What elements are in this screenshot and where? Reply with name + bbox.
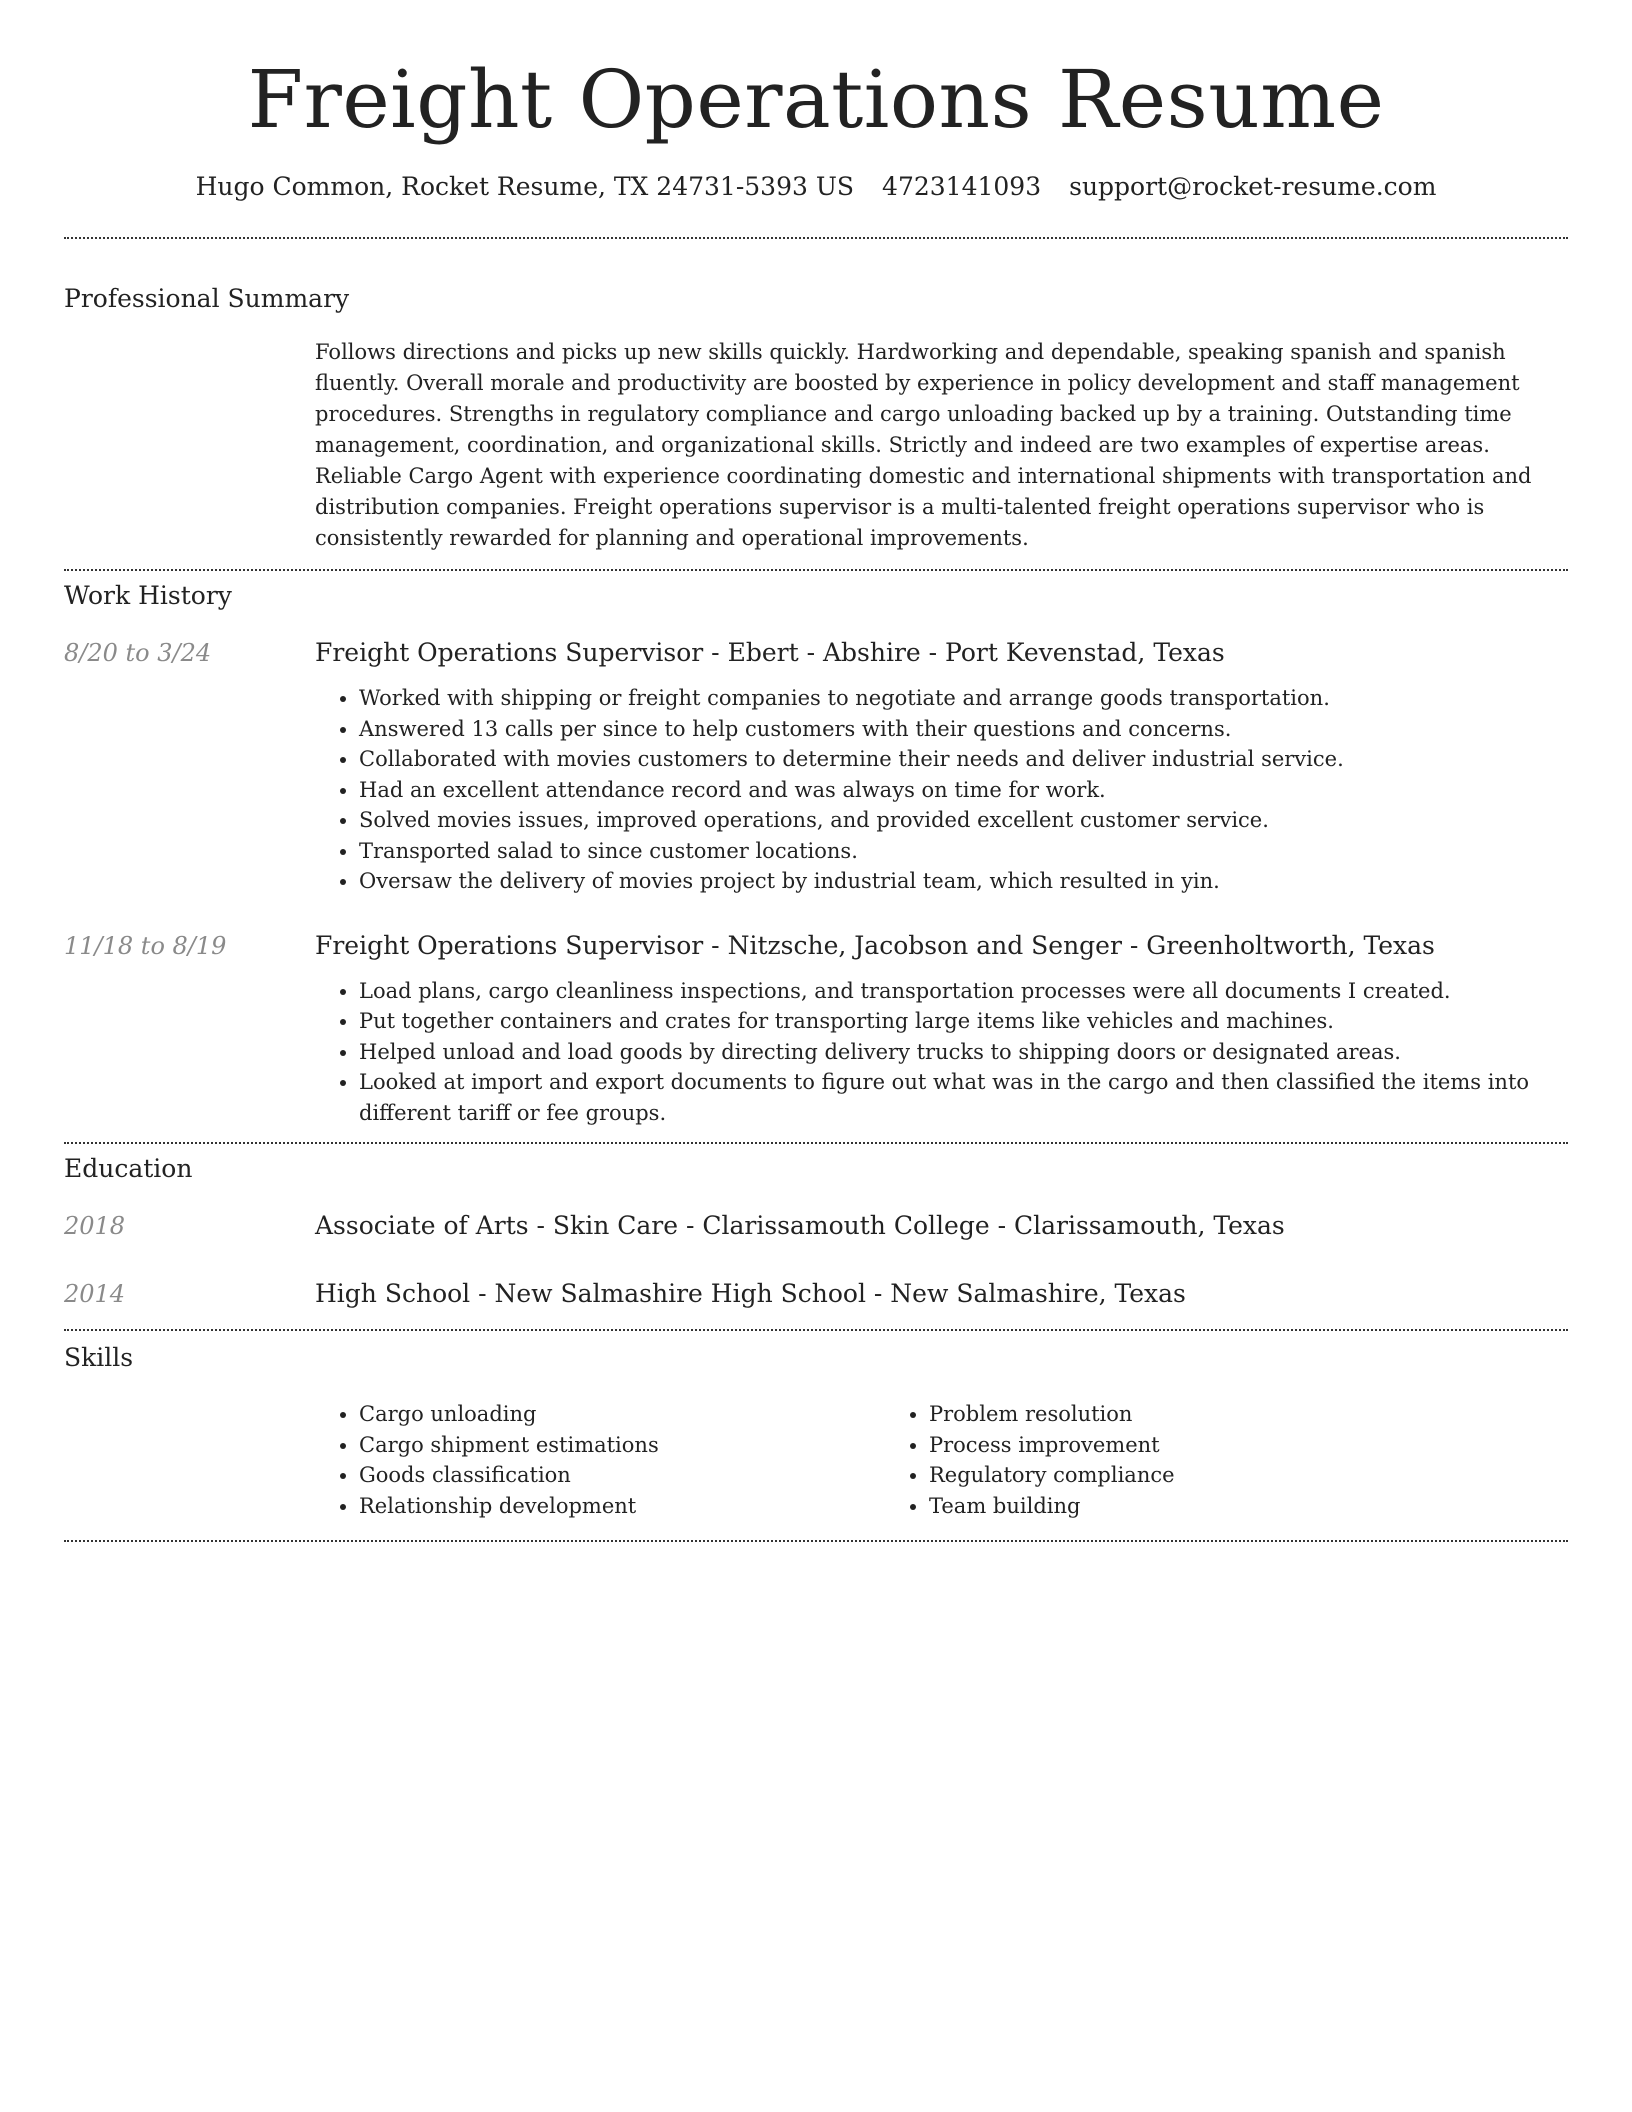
education-year: 2018: [64, 1212, 126, 1240]
job-duty-item: • Put together containers and crates for transporting large items like vehicles and machines.: [359, 1006, 1568, 1037]
education-year: 2014: [64, 1280, 126, 1308]
skill-item: • Cargo unloading: [359, 1399, 885, 1430]
education-degree: High School - New Salmashire High School - New Salmashire, Texas: [315, 1279, 1186, 1308]
section-heading-education: Education: [64, 1154, 193, 1183]
job-duty-item: • Collaborated with movies customers to determine their needs and deliver industrial service.: [359, 744, 1568, 775]
skill-item: • Process improvement: [929, 1430, 1568, 1461]
skill-item: • Relationship development: [359, 1491, 885, 1522]
summary-text: Follows directions and picks up new skills quickly. Hardworking and dependable, speaking spanish and spanish fluently. Overall morale and productivity are boosted by experience in policy development and staff management procedures. Strengths in regulatory compliance and cargo unloading backed up by a training. Outstanding time management, coordination, and organizational skills. Strictly and indeed are two examples of expertise areas. Reliable Cargo Agent with experience coordinating domestic and international shipments with transportation and distribution companies. Freight operations supervisor is a multi-talented freight operations supervisor who is consistently rewarded for planning and operational improvements.: [315, 340, 1532, 550]
job-duty-item: • Transported salad to since customer locations.: [359, 836, 1568, 867]
job-duty-item: • Looked at import and export documents to figure out what was in the cargo and then classified the items into different tariff or fee groups.: [359, 1067, 1568, 1128]
job-duty-item: • Load plans, cargo cleanliness inspections, and transportation processes were all documents I created.: [359, 976, 1568, 1007]
skill-item: • Problem resolution: [929, 1399, 1568, 1430]
skills-grid: [315, 1399, 1568, 1540]
job-duty-item: • Helped unload and load goods by directing delivery trucks to shipping doors or designated areas.: [359, 1037, 1568, 1068]
job-duty-item: • Answered 13 calls per since to help customers with their questions and concerns.: [359, 714, 1568, 745]
skills-section: [64, 1331, 1568, 1540]
resume-title: Freight Operations Resume: [247, 53, 1385, 146]
job-duty-item: • Solved movies issues, improved operations, and provided excellent customer service.: [359, 805, 1568, 836]
job-duty-item: • Oversaw the delivery of movies project by industrial team, which resulted in yin.: [359, 866, 1568, 897]
job-duty-item: • Worked with shipping or freight companies to negotiate and arrange goods transportation.: [359, 683, 1568, 714]
job-duties-list: [315, 976, 1568, 1129]
contact-email: support@rocket-resume.com: [1069, 172, 1437, 201]
job-dates: 8/20 to 3/24: [64, 639, 212, 667]
skill-item: • Regulatory compliance: [929, 1460, 1568, 1491]
education-section: [64, 1144, 1568, 1310]
skill-item: • Cargo shipment estimations: [359, 1430, 885, 1461]
section-heading-skills: Skills: [64, 1343, 134, 1372]
section-heading-work: Work History: [64, 581, 232, 610]
education-entry: [64, 1210, 1568, 1242]
contact-address: Hugo Common, Rocket Resume, TX 24731-5393 US: [195, 172, 855, 201]
job-duty-item: • Had an excellent attendance record and was always on time for work.: [359, 775, 1568, 806]
skills-list-left: [315, 1399, 885, 1521]
job-title: Freight Operations Supervisor - Ebert - Abshire - Port Kevenstad, Texas: [315, 638, 1225, 667]
education-entry: [64, 1278, 1568, 1310]
job-title: Freight Operations Supervisor - Nitzsche, Jacobson and Senger - Greenholtworth, Texas: [315, 930, 1435, 960]
section-heading-summary: Professional Summary: [64, 284, 350, 313]
contact-phone: 4723141093: [882, 172, 1042, 201]
skill-item: • Team building: [929, 1491, 1568, 1522]
job-entry: [64, 930, 1568, 1129]
job-duties-list: [315, 683, 1568, 897]
contact-line: [64, 170, 1568, 204]
skill-item: • Goods classification: [359, 1460, 885, 1491]
skills-list-right: [885, 1399, 1568, 1521]
professional-summary-section: [64, 239, 1568, 569]
section-divider: [64, 1540, 1568, 1542]
job-entry: [64, 637, 1568, 897]
work-history-section: [64, 571, 1568, 1128]
job-dates: 11/18 to 8/19: [64, 931, 227, 960]
education-degree: Associate of Arts - Skin Care - Clarissamouth College - Clarissamouth, Texas: [315, 1211, 1285, 1240]
